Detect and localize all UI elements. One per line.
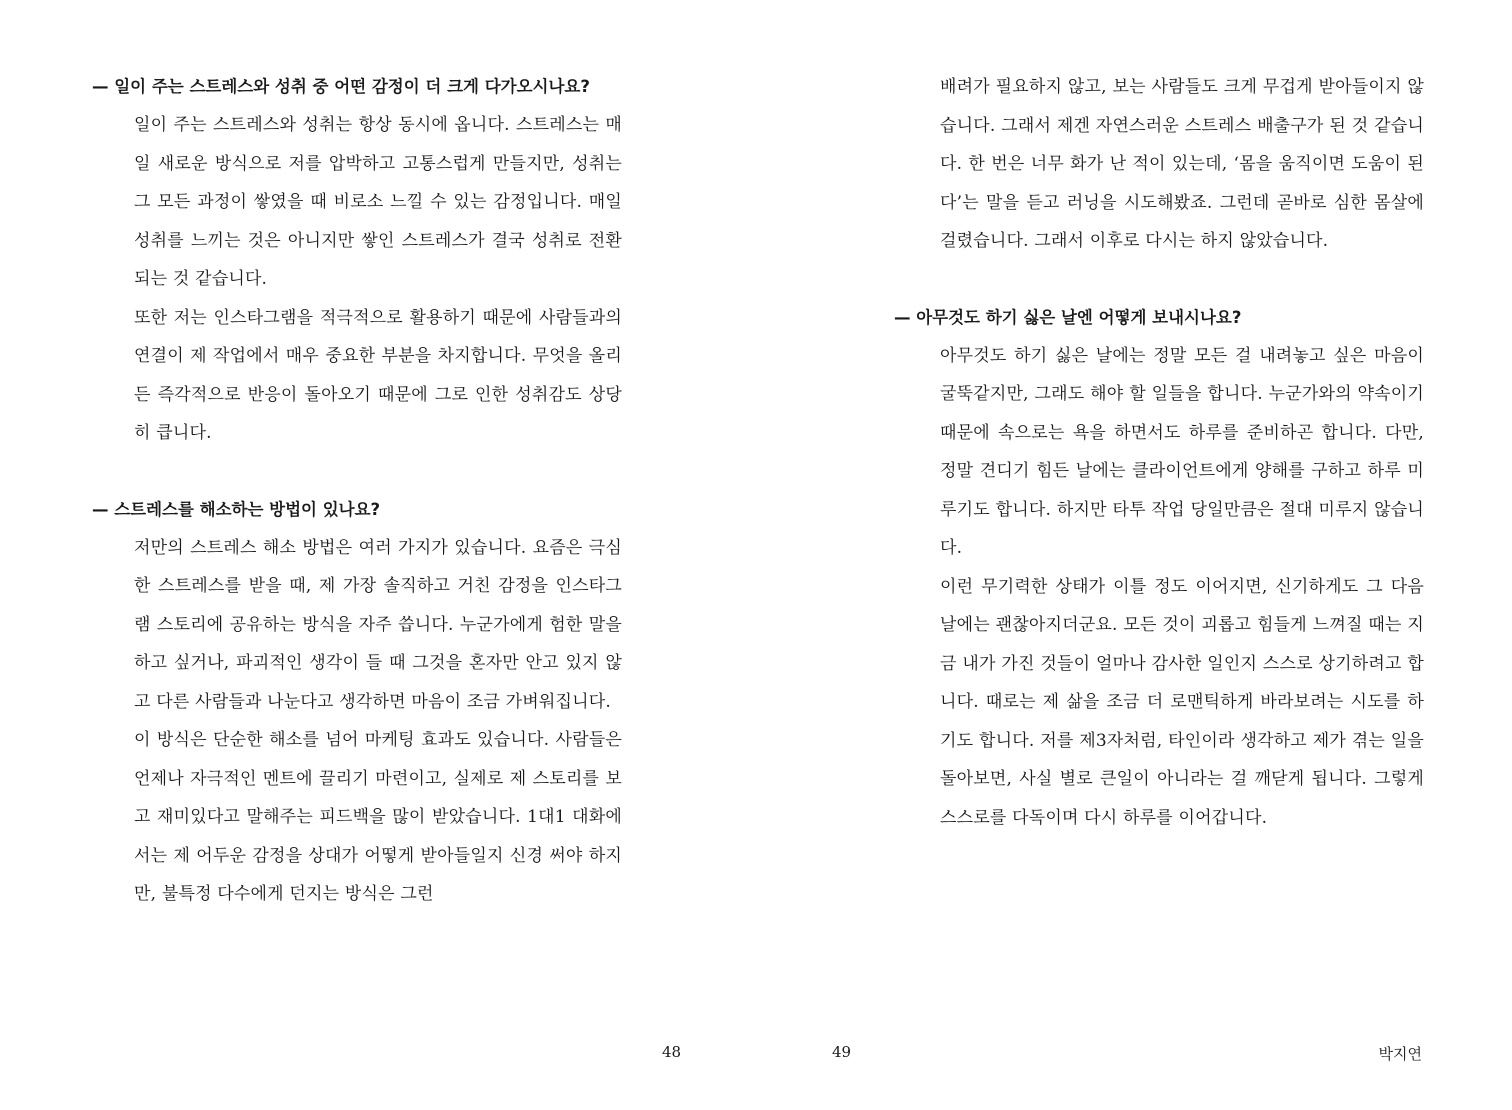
answer-paragraph: 저만의 스트레스 해소 방법은 여러 가지가 있습니다. 요즘은 극심한 스트레스를 받을 때, 제 가장 솔직하고 거친 감정을 인스타그램 스토리에 공유하는 방식을 자주 씁니다. 누군가에게 험한 말을 하고 싶거나, 파괴적인 생각이 들 때 그것을 혼자만 안고 있지 않고 다른 사람들과 나눈다고 생각하면 마음이 조금 가벼워집니다. (134, 537, 622, 712)
answer-continuation (894, 68, 1424, 261)
section-gap (92, 453, 622, 491)
answer-paragraph: 또한 저는 인스타그램을 적극적으로 활용하기 때문에 사람들과의 연결이 제 작업에서 매우 중요한 부분을 차지합니다. 무엇을 올리든 즉각적으로 반응이 돌아오기 때문에 그로 인한 성취감도 상당히 큽니다. (134, 307, 622, 443)
question-heading: — 스트레스를 해소하는 방법이 있나요? (92, 499, 381, 519)
answer-paragraph: 배려가 필요하지 않고, 보는 사람들도 크게 무겁게 받아들이지 않습니다. 그래서 제겐 자연스러운 스트레스 배출구가 된 것 같습니다. 한 번은 너무 화가 난 적이 있는데, ‘몸을 움직이면 도움이 된다’는 말을 듣고 러닝을 시도해봤죠. 그런데 곧바로 심한 몸살에 걸렸습니다. 그래서 이후로 다시는 하지 않았습니다. (940, 77, 1424, 251)
answer-block (92, 529, 622, 914)
right-page (756, 0, 1512, 1110)
question-heading: — 일이 주는 스트레스와 성취 중 어떤 감정이 더 크게 다가오시나요? (92, 77, 590, 96)
page-number-right: 49 (832, 1043, 852, 1061)
answer-paragraph: 아무것도 하기 싫은 날에는 정말 모든 걸 내려놓고 싶은 마음이 굴뚝같지만, 그래도 해야 할 일들을 합니다. 누군가와의 약속이기 때문에 속으로는 욕을 하면서도 하루를 준비하곤 합니다. 다만, 정말 견디기 힘든 날에는 클라이언트에게 양해를 구하고 하루 미루기도 합니다. 하지만 타투 작업 당일만큼은 절대 미루지 않습니다. (940, 345, 1424, 558)
left-page-text-column (92, 68, 622, 914)
page-number-left: 48 (662, 1043, 682, 1061)
right-page-text-column (894, 68, 1424, 837)
section-gap (894, 261, 1424, 299)
answer-block (92, 106, 622, 453)
answer-paragraph: 이 방식은 단순한 해소를 넘어 마케팅 효과도 있습니다. 사람들은 언제나 자극적인 멘트에 끌리기 마련이고, 실제로 제 스토리를 보고 재미있다고 말해주는 피드백을 많이 받았습니다. 1대1 대화에서는 제 어두운 감정을 상대가 어떻게 받아들일지 신경 써야 하지만, 불특정 다수에게 던지는 방식은 그런 (134, 730, 622, 904)
answer-paragraph: 이런 무기력한 상태가 이틀 정도 이어지면, 신기하게도 그 다음 날에는 괜찮아지더군요. 모든 것이 괴롭고 힘들게 느껴질 때는 지금 내가 가진 것들이 얼마나 감사한 일인지 스스로 상기하려고 합니다. 때로는 제 삶을 조금 더 로맨틱하게 바라보려는 시도를 하기도 합니다. 저를 제3자처럼, 타인이라 생각하고 제가 겪는 일을 돌아보면, 사실 별로 큰일이 아니라는 걸 깨닫게 됩니다. 그렇게 스스로를 다독이며 다시 하루를 이어갑니다. (940, 576, 1424, 828)
answer-paragraph: 일이 주는 스트레스와 성취는 항상 동시에 옵니다. 스트레스는 매일 새로운 방식으로 저를 압박하고 고통스럽게 만들지만, 성취는 그 모든 과정이 쌓였을 때 비로소 느낄 수 있는 감정입니다. 매일 성취를 느끼는 것은 아니지만 쌓인 스트레스가 결국 성취로 전환되는 것 같습니다. (134, 115, 622, 289)
answer-block (894, 337, 1424, 838)
running-author: 박지연 (1378, 1045, 1422, 1063)
question-heading: — 아무것도 하기 싫은 날엔 어떻게 보내시나요? (894, 307, 1242, 327)
